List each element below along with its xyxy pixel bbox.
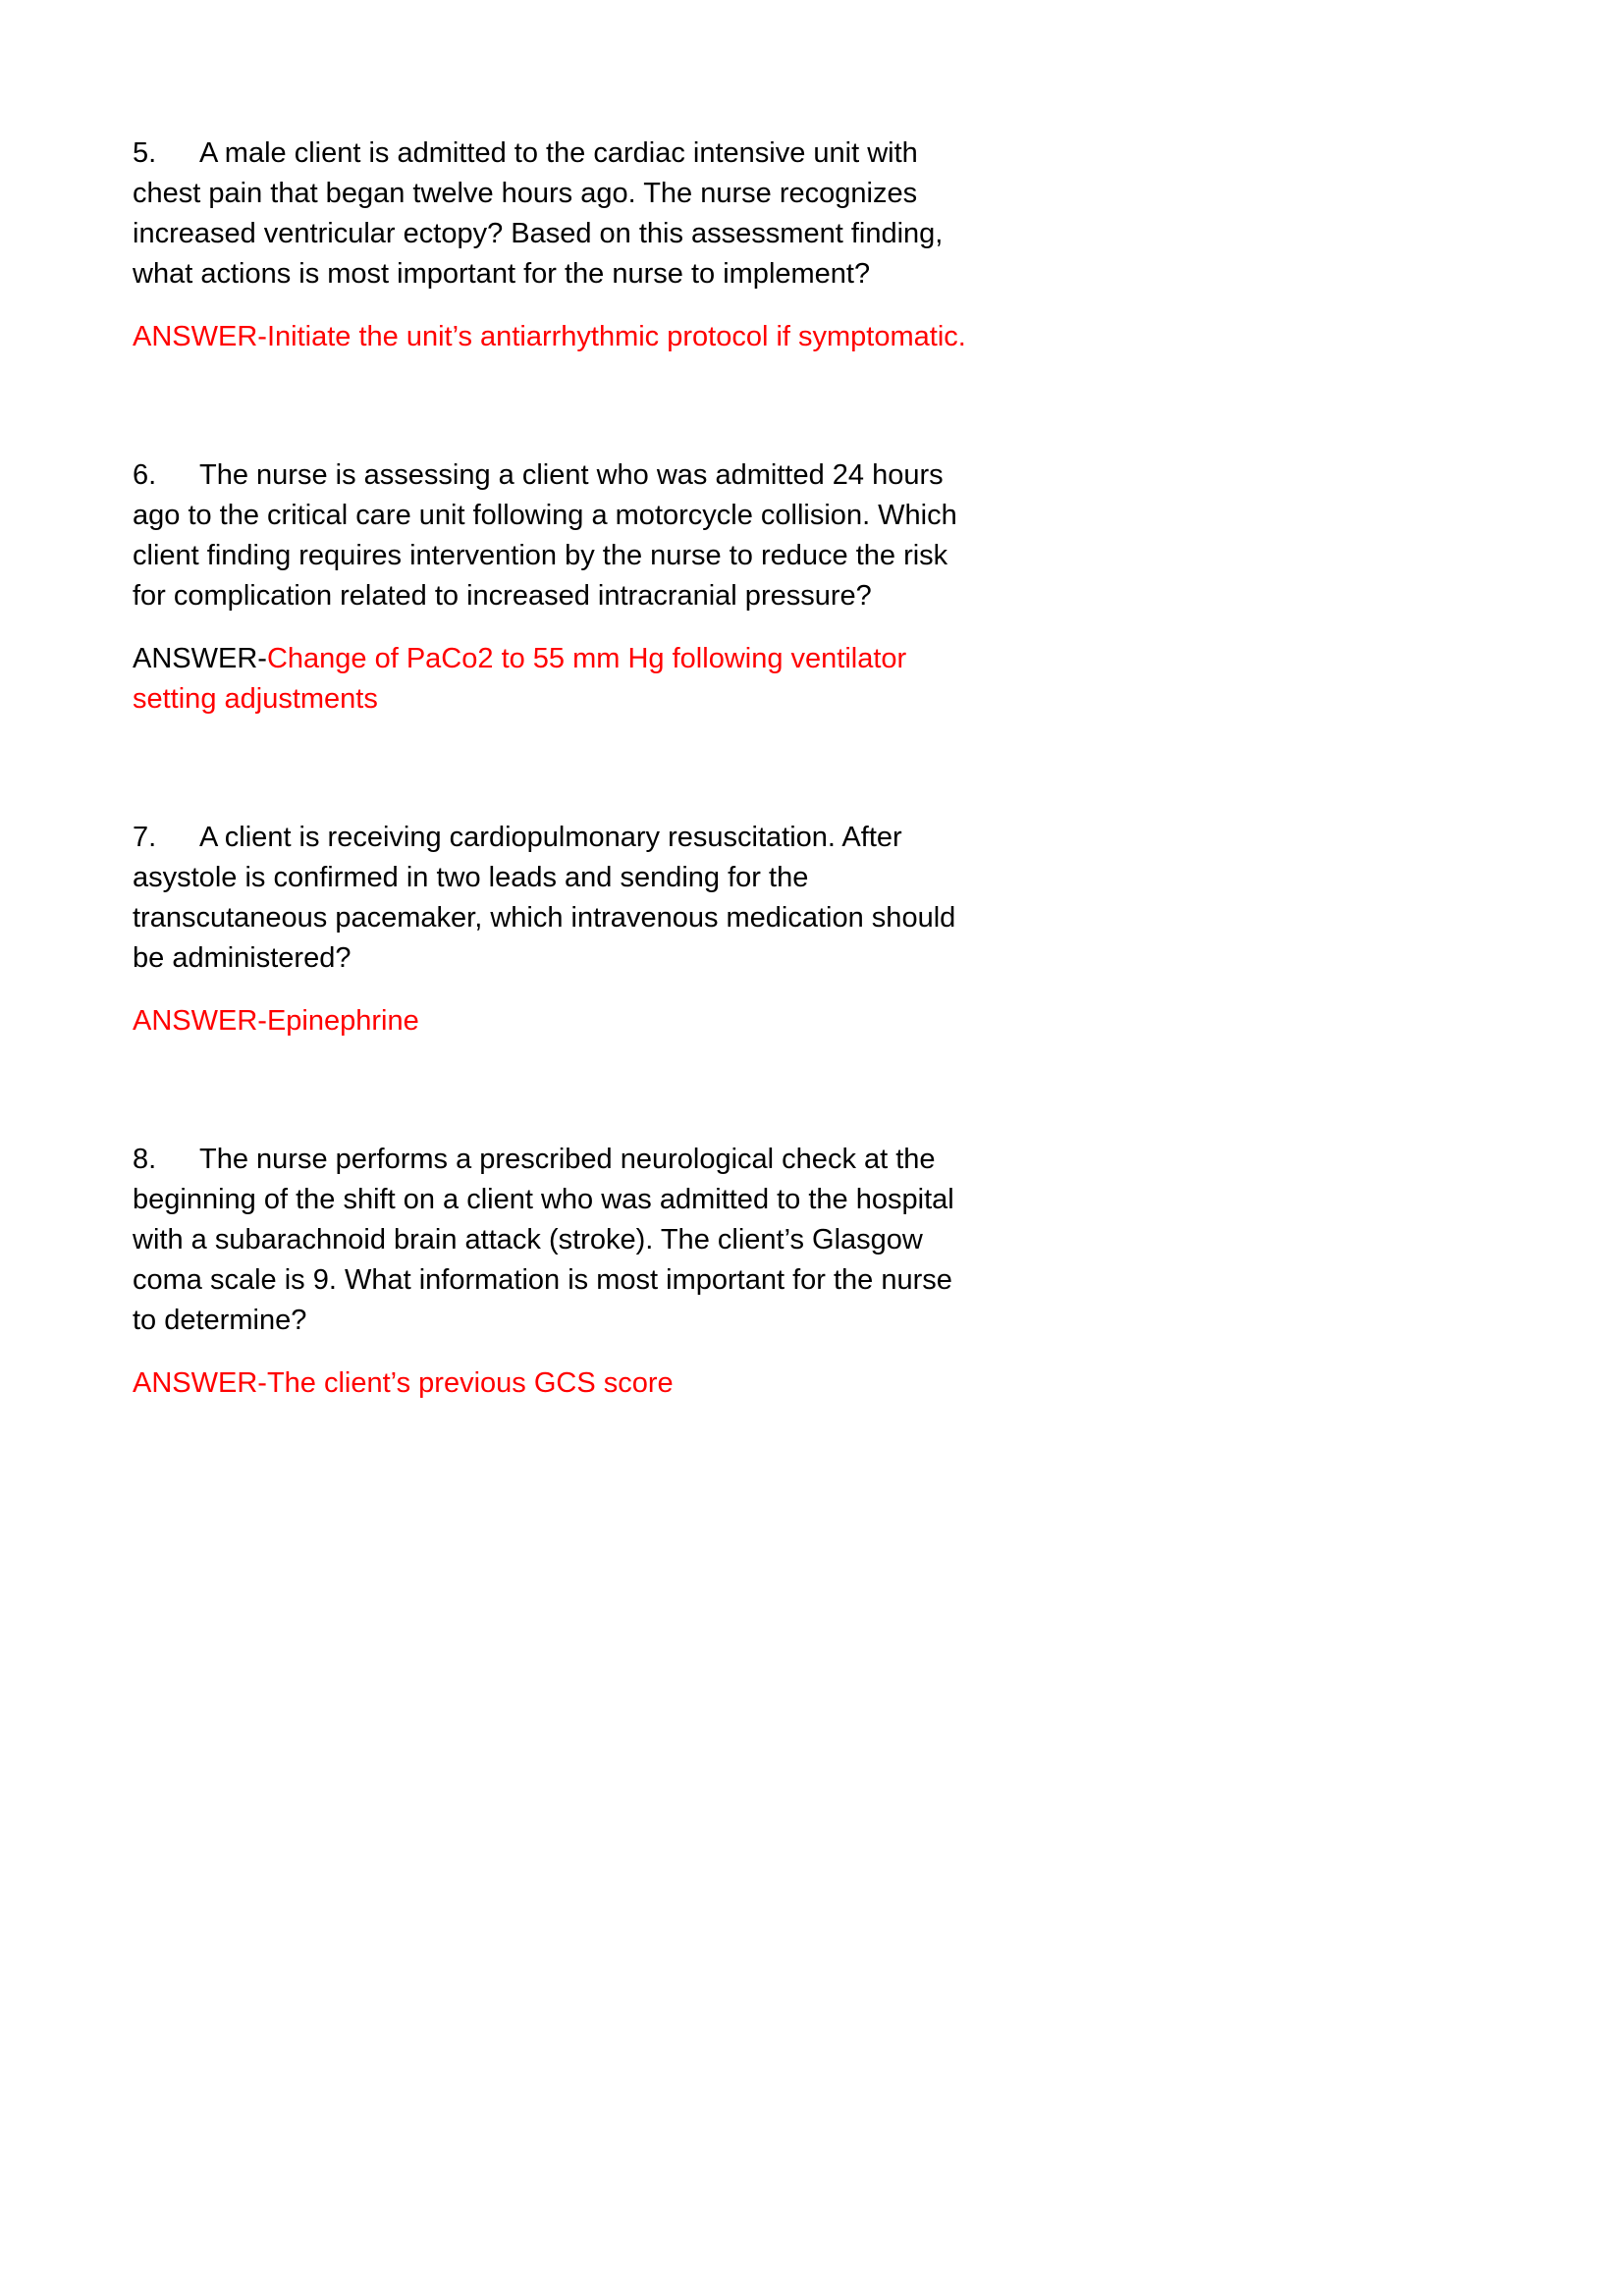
- answer-text: [133, 317, 975, 357]
- answer-prefix: ANSWER-: [133, 1005, 267, 1037]
- question-body: The nurse is assessing a client who was admitted 24 hours ago to the critical care unit following a motorcycle collision. Which client finding requires intervention by the nurse to reduce the risk for complication related to increased intracranial pressure?: [133, 459, 957, 612]
- answer-prefix: ANSWER-: [133, 321, 267, 352]
- question-number: 5.: [133, 137, 157, 169]
- answer-prefix: ANSWER-: [133, 643, 267, 674]
- question-text: [133, 1140, 975, 1341]
- question-body: The nurse performs a prescribed neurological check at the beginning of the shift on a client who was admitted to the hospital with a subarachnoid brain attack (stroke). The client’s Glasgow coma scale is 9. What information is most important for the nurse to determine?: [133, 1144, 954, 1336]
- question-text: [133, 818, 975, 979]
- question-body: A client is receiving cardiopulmonary resuscitation. After asystole is confirmed in two leads and sending for the transcutaneous pacemaker, which intravenous medication should be administered?: [133, 822, 956, 974]
- question-number: 8.: [133, 1144, 157, 1175]
- qa-item-5: [133, 133, 975, 357]
- qa-item-7: [133, 818, 975, 1041]
- answer-body: The client’s previous GCS score: [266, 1367, 674, 1399]
- question-number: 6.: [133, 459, 157, 491]
- answer-body: Epinephrine: [266, 1005, 419, 1037]
- qa-item-6: [133, 455, 975, 720]
- question-text: [133, 455, 975, 616]
- question-number: 7.: [133, 822, 157, 853]
- question-text: [133, 133, 975, 294]
- question-body: A male client is admitted to the cardiac intensive unit with chest pain that began twelve hours ago. The nurse recognizes increased ventricular ectopy? Based on this assessment finding, what actions is most important for the nurse to implement?: [133, 137, 944, 290]
- answer-body: Change of PaCo2 to 55 mm Hg following ventilator setting adjustments: [133, 643, 907, 715]
- answer-body: Initiate the unit’s antiarrhythmic protocol if symptomatic.: [266, 321, 966, 352]
- answer-prefix: ANSWER-: [133, 1367, 267, 1399]
- answer-text: [133, 1363, 975, 1404]
- qa-item-8: [133, 1140, 975, 1404]
- answer-text: [133, 639, 975, 720]
- answer-text: [133, 1001, 975, 1041]
